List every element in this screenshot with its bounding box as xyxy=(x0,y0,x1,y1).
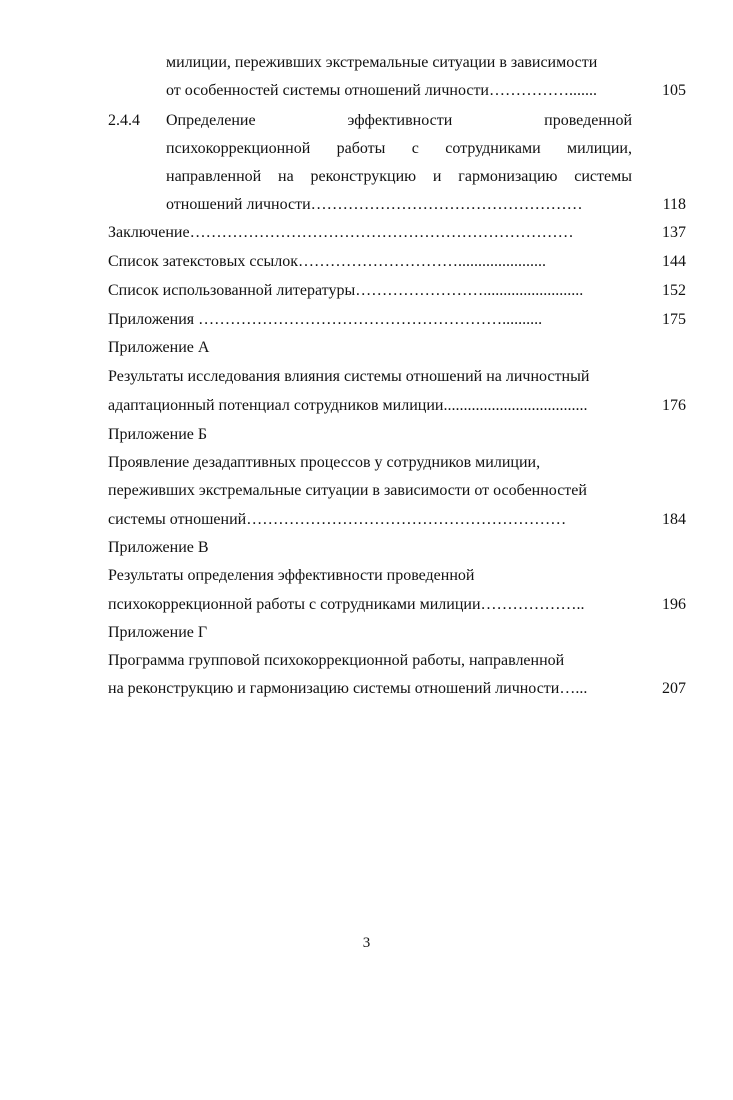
toc-entry-conclusion: Заключение……………………………………………………………… xyxy=(108,224,574,241)
toc-entry-text: отношений личности…………………………………………… xyxy=(166,196,583,213)
toc-entry-text: Результаты определения эффективности проведенной xyxy=(108,567,475,584)
toc-entry-text: переживших экстремальные ситуации в зависимости от особенностей xyxy=(108,482,587,499)
toc-entry-line xyxy=(166,166,632,188)
toc-entry-text: Проявление дезадаптивных процессов у сотрудников милиции, xyxy=(108,454,541,471)
toc-page-number: 105 xyxy=(662,82,686,99)
toc-entry-text: Программа групповой психокоррекционной работы, направленной xyxy=(108,652,565,669)
word: милиции, xyxy=(567,140,632,157)
word: эффективности xyxy=(347,112,453,129)
toc-entry-line xyxy=(166,110,632,132)
appendix-heading: Приложение В xyxy=(108,539,209,556)
appendix-heading: Приложение А xyxy=(108,339,210,356)
toc-entry-text: системы отношений…………………………………………………… xyxy=(108,511,567,528)
toc-entry-text: на реконструкцию и гармонизацию системы отношений личности…... xyxy=(108,680,588,697)
toc-entry-text: от особенностей системы отношений личности……………....... xyxy=(166,82,597,99)
toc-page-number: 207 xyxy=(662,680,686,697)
word: системы xyxy=(574,168,632,185)
toc-page-number: 176 xyxy=(662,397,686,414)
toc-entry-text: Результаты исследования влияния системы отношений на личностный xyxy=(108,368,590,385)
toc-entry-text: милиции, переживших экстремальные ситуации в зависимости xyxy=(166,54,598,71)
word: психокоррекционной xyxy=(166,140,311,157)
toc-page-number: 175 xyxy=(662,311,686,328)
appendix-heading: Приложение Г xyxy=(108,624,208,641)
toc-page-number: 118 xyxy=(662,196,686,213)
page-number: 3 xyxy=(362,935,371,951)
toc-page-number: 152 xyxy=(662,282,686,299)
toc-page-number: 144 xyxy=(662,253,686,270)
appendix-heading: Приложение Б xyxy=(108,426,208,443)
word: с xyxy=(411,140,419,157)
word: Определение xyxy=(166,112,256,129)
toc-page-number: 196 xyxy=(662,596,686,613)
toc-entry-appendices: Приложения ………………………………………………….......... xyxy=(108,311,543,328)
word: на xyxy=(278,168,294,185)
toc-entry-notes: Список затекстовых ссылок…………………………...................... xyxy=(108,253,547,270)
word: сотрудниками xyxy=(445,140,541,157)
word: направленной xyxy=(166,168,262,185)
toc-entry-line xyxy=(166,138,632,160)
word: и xyxy=(432,168,442,185)
word: проведенной xyxy=(544,112,632,129)
toc-entry-text: адаптационный потенциал сотрудников милиции.................................... xyxy=(108,397,588,414)
toc-entry-text: психокоррекционной работы с сотрудниками милиции……………….. xyxy=(108,596,585,613)
section-number: 2.4.4 xyxy=(108,112,140,129)
toc-page-number: 137 xyxy=(662,224,686,241)
toc-entry-references: Список использованной литературы……………………......................... xyxy=(108,282,584,299)
word: реконструкцию xyxy=(310,168,417,185)
word: гармонизацию xyxy=(458,168,558,185)
word: работы xyxy=(336,140,386,157)
toc-page-number: 184 xyxy=(662,511,686,528)
